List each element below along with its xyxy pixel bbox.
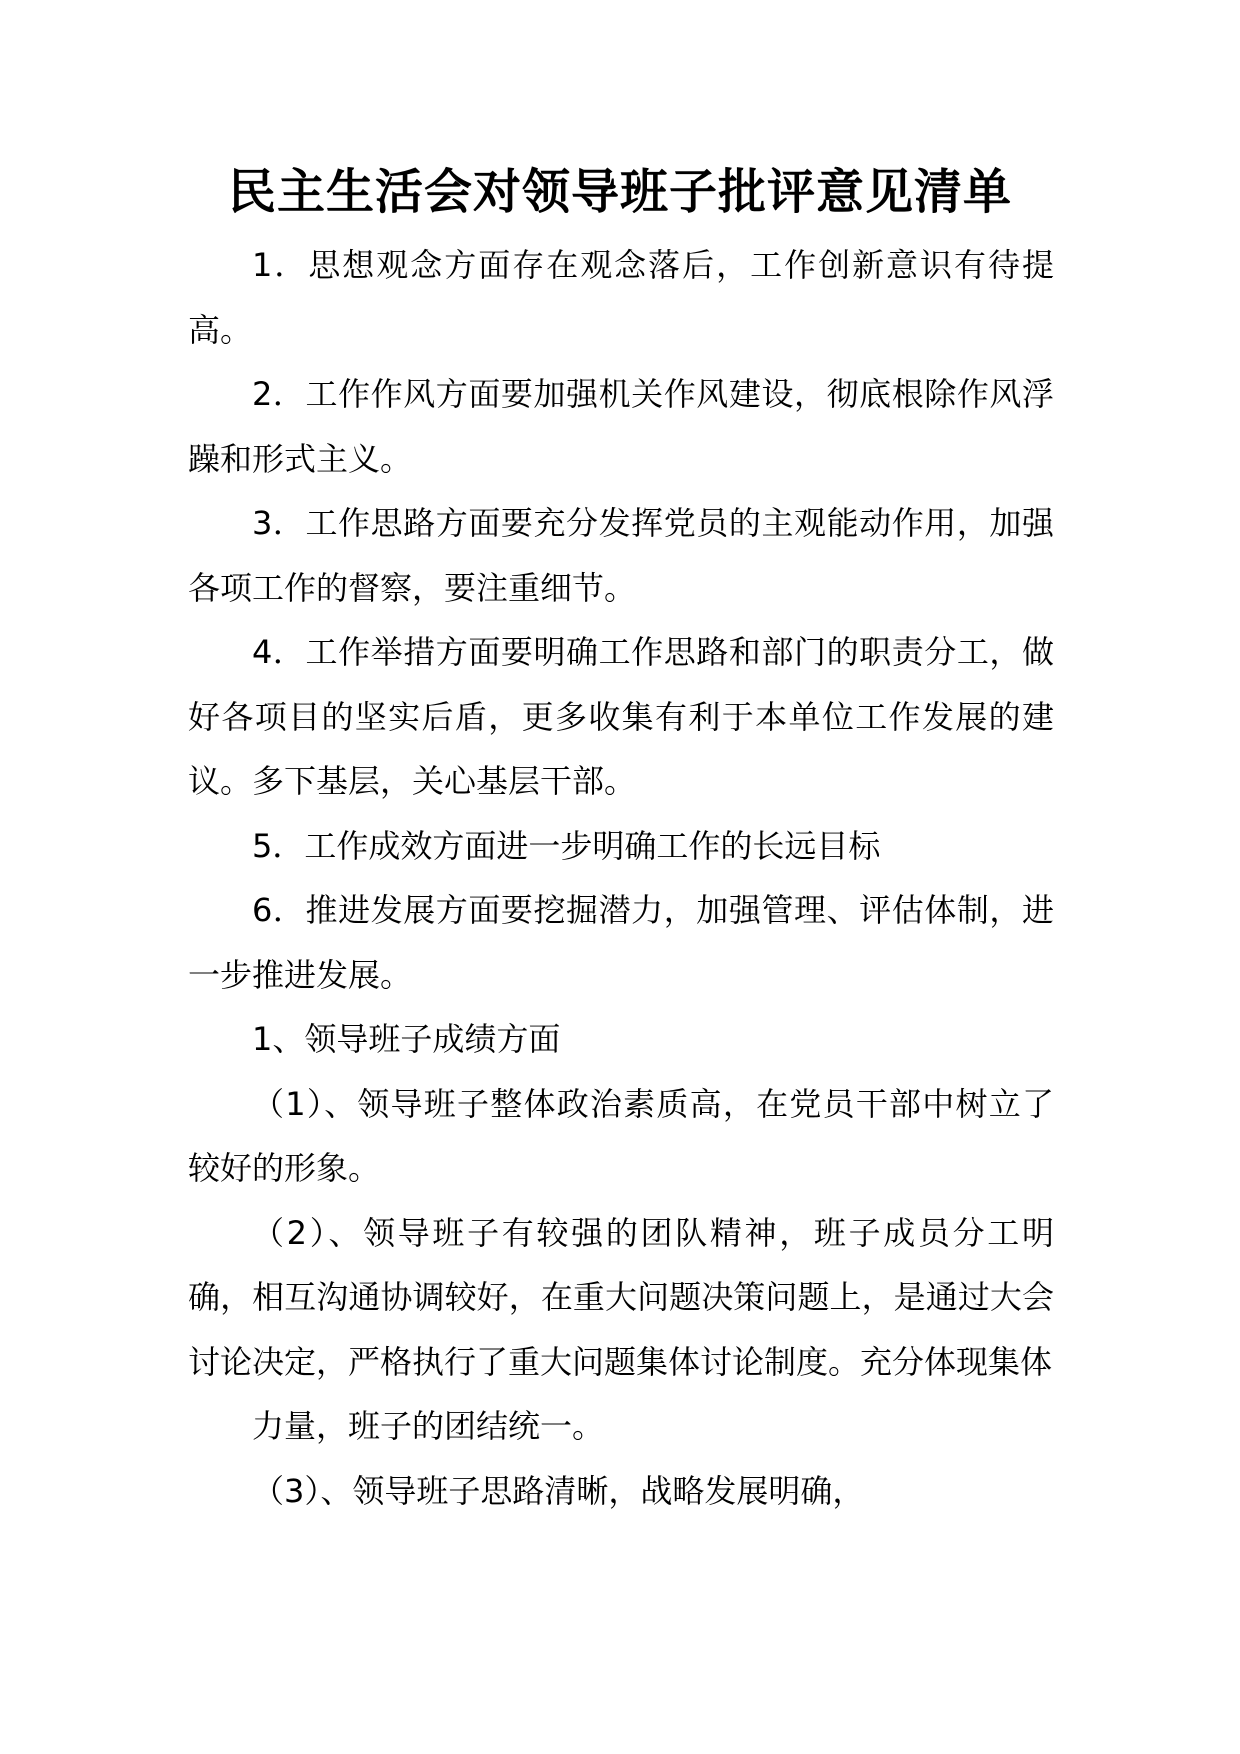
paragraph-3: 3．工作思路方面要充分发挥党员的主观能动作用，加强各项工作的督察，要注重细节。 — [188, 504, 1054, 607]
paragraph-4: 4．工作举措方面要明确工作思路和部门的职责分工，做好各项目的坚实后盾，更多收集有利于本单位工作发展的建议。多下基层，关心基层干部。 — [188, 633, 1054, 800]
paragraph-achievement-3: （3）、领导班子思路清晰，战略发展明确， — [252, 1471, 865, 1510]
document-title: 民主生活会对领导班子批评意见清单 — [227, 164, 1012, 220]
paragraph-achievement-1: （1）、领导班子整体政治素质高，在党员干部中树立了较好的形象。 — [188, 1084, 1054, 1187]
paragraph-1: 1．思想观念方面存在观念落后，工作创新意识有待提高。 — [188, 246, 1054, 349]
document-body — [188, 233, 1054, 1523]
paragraph-5: 5．工作成效方面进一步明确工作的长远目标 — [252, 826, 881, 865]
paragraph-2: 2．工作作风方面要加强机关作风建设，彻底根除作风浮躁和形式主义。 — [188, 375, 1054, 478]
paragraph-achievement-2: （2）、领导班子有较强的团队精神，班子成员分工明确，相互沟通协调较好，在重大问题决策问题上，是通过大会讨论决定，严格执行了重大问题集体讨论制度。充分体现集体 — [188, 1213, 1054, 1381]
paragraph-6: 6．推进发展方面要挖掘潜力，加强管理、评估体制，进一步推进发展。 — [188, 891, 1054, 994]
section-heading-achievements: 1、领导班子成绩方面 — [252, 1020, 561, 1058]
paragraph-achievement-2-cont: 力量，班子的团结统一。 — [252, 1407, 605, 1445]
